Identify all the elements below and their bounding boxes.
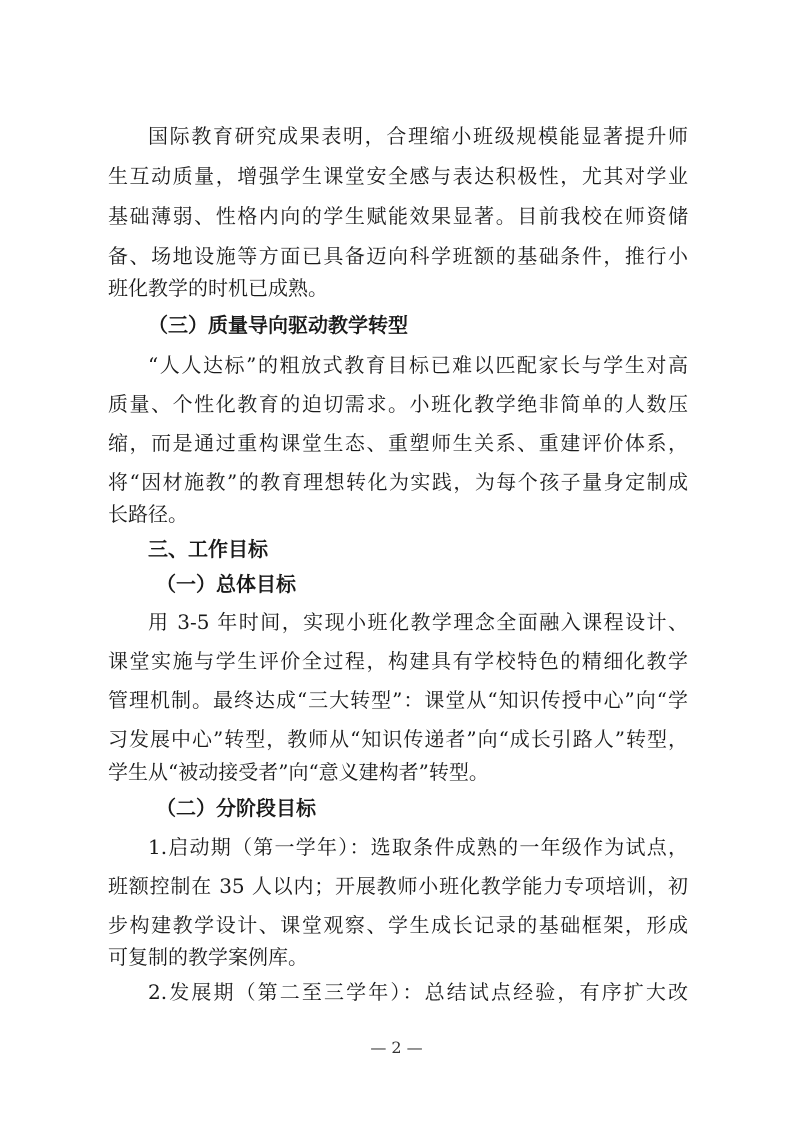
- page-number: — 2 —: [370, 1038, 423, 1057]
- text-line: “人人达标”的粗放式教育目标已难以匹配家长与学生对高: [148, 353, 688, 377]
- text-line: 生互动质量，增强学生课堂安全感与表达积极性，尤其对学业: [108, 164, 688, 188]
- text-line: 习发展中心”转型，教师从“知识传递者”向“成长引路人”转型，: [108, 727, 688, 751]
- section-heading-quality: （三）质量导向驱动教学转型: [148, 313, 408, 337]
- text-line: 学生从“被动接受者”向“意义建构者”转型。: [108, 760, 489, 784]
- text-line: 可复制的教学案例库。: [108, 945, 308, 969]
- text-line: 1.启动期（第一学年）：选取条件成熟的一年级作为试点，: [148, 835, 688, 859]
- text-line: 班化教学的时机已成熟。: [108, 276, 328, 300]
- subsection-heading-stages: （二）分阶段目标: [156, 796, 316, 820]
- text-line: 2.发展期（第二至三学年）：总结试点经验，有序扩大改: [148, 980, 688, 1004]
- text-line: 备、场地设施等方面已具备迈向科学班额的基础条件，推行小: [108, 244, 688, 268]
- text-line: 国际教育研究成果表明，合理缩小班级规模能显著提升师: [148, 124, 688, 148]
- text-line: 长路径。: [108, 502, 188, 526]
- text-line: 将“因材施教”的教育理想转化为实践，为每个孩子量身定制成: [108, 470, 688, 494]
- text-line: 缩，而是通过重构课堂生态、重塑师生关系、重建评价体系，: [108, 431, 688, 455]
- text-line: 课堂实施与学生评价全过程，构建具有学校特色的精细化教学: [108, 649, 688, 673]
- text-line: 班额控制在 35 人以内；开展教师小班化教学能力专项培训，初: [108, 874, 688, 898]
- text-line: 用 3-5 年时间，实现小班化教学理念全面融入课程设计、: [148, 610, 688, 634]
- text-line: 管理机制。最终达成“三大转型”：课堂从“知识传授中心”向“学: [108, 688, 688, 712]
- text-line: 步构建教学设计、课堂观察、学生成长记录的基础框架，形成: [108, 913, 688, 937]
- section-heading-work-goals: 三、工作目标: [148, 537, 268, 561]
- text-line: 质量、个性化教育的迫切需求。小班化教学绝非简单的人数压: [108, 392, 688, 416]
- subsection-heading-overall: （一）总体目标: [156, 572, 296, 596]
- text-line: 基础薄弱、性格内向的学生赋能效果显著。目前我校在师资储: [108, 204, 688, 228]
